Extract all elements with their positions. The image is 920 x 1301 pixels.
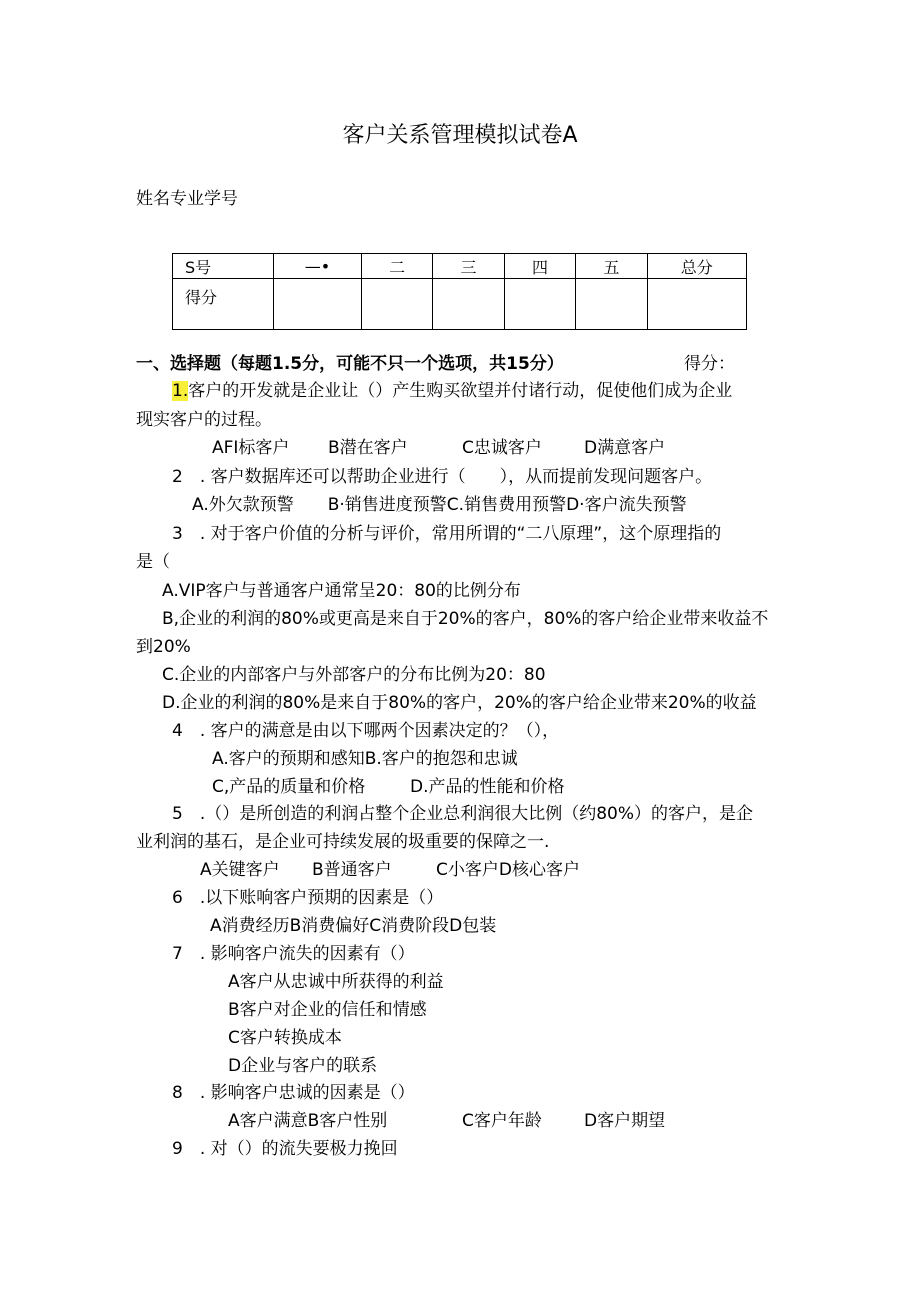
question-1-option-c: C忠诚客户 <box>462 438 542 458</box>
question-8-option-c: C客户年龄 <box>462 1111 542 1131</box>
question-1-number: 1. <box>172 381 189 401</box>
question-5-text-cont: 业利润的基石，是企业可持续发展的圾重要的保障之一. <box>136 832 550 852</box>
question-1 <box>172 380 732 402</box>
question-3-option-d: D.企业的利润的80%是来自于80%的客户，20%的客户给企业带来20%的收益 <box>162 693 757 713</box>
question-4-option-d: D.产品的性能和价格 <box>410 777 565 797</box>
question-2-options: A.外欠款预警 B·销售进度预警C.销售费用预警D·客户流失预警 <box>192 495 687 515</box>
score-table-header-cell: 总分 <box>647 254 746 279</box>
question-1-option-d: D满意客户 <box>584 438 666 458</box>
question-4-options-ab: A.客户的预期和感知B.客户的抱怨和忠诚 <box>212 749 518 769</box>
score-table-header-cell: 二 <box>361 254 432 279</box>
question-2: 2 . 客户数据库还可以帮助企业进行（ ），从而提前发现问题客户。 <box>172 467 713 487</box>
question-7-option-b: B客户对企业的信任和情感 <box>228 1000 427 1020</box>
question-4: 4 . 客户的满意是由以下哪两个因素决定的？（）， <box>172 721 560 741</box>
section-score-label: 得分： <box>684 354 735 374</box>
question-1-text-cont: 现实客户的过程。 <box>136 410 272 430</box>
question-1-option-b: B潜在客户 <box>328 438 408 458</box>
score-table-header-row <box>173 254 747 279</box>
question-4-option-c: C,产品的质量和价格 <box>212 777 366 797</box>
student-info-line: 姓名专业学号 <box>136 189 238 209</box>
question-8: 8 . 影响客户忠诚的因素是（） <box>172 1083 415 1103</box>
question-1-option-a: AFI标客户 <box>212 438 290 458</box>
score-table-header-cell: 四 <box>504 254 575 279</box>
score-cell[interactable] <box>647 279 746 330</box>
question-3-text-cont: 是（ <box>136 552 170 572</box>
question-1-text: 客户的开发就是企业让（）产生购买欲望并付诸行动，促使他们成为企业 <box>188 381 733 401</box>
score-cell[interactable] <box>433 279 504 330</box>
question-3: 3 . 对于客户价值的分析与评价，常用所谓的“二八原理”，这个原理指的 <box>172 524 722 544</box>
question-7-option-d: D企业与客户的联系 <box>228 1056 378 1076</box>
question-5-option-b: B普通客户 <box>312 860 392 880</box>
question-3-option-a: A.VIP客户与普通客户通常呈20：80的比例分布 <box>162 581 521 601</box>
question-8-option-d: D客户期望 <box>584 1111 666 1131</box>
score-table <box>172 253 747 330</box>
question-3-option-c: C.企业的内部客户与外部客户的分布比例为20：80 <box>162 665 546 685</box>
question-7-option-a: A客户从忠诚中所获得的利益 <box>228 972 444 992</box>
score-table-header-cell: S号 <box>173 254 274 279</box>
question-8-options-ab: A客户满意B客户性别 <box>228 1111 388 1131</box>
question-6: 6 .以下账响客户预期的因素是（） <box>172 888 444 908</box>
question-3-option-b: B,企业的利润的80%或更高是来自于20%的客户，80%的客户给企业带来收益不 <box>162 609 769 629</box>
question-7: 7 . 影响客户流失的因素有（） <box>172 944 415 964</box>
score-table-score-row <box>173 279 747 330</box>
score-table-header-cell: 五 <box>576 254 647 279</box>
question-5-options-cd: C小客户D核心客户 <box>436 860 580 880</box>
score-cell[interactable] <box>576 279 647 330</box>
question-7-option-c: C客户转换成本 <box>228 1028 342 1048</box>
question-5-option-a: A关键客户 <box>200 860 280 880</box>
page-title: 客户关系管理模拟试卷A <box>342 123 578 148</box>
score-row-label: 得分 <box>173 279 274 330</box>
score-cell[interactable] <box>274 279 362 330</box>
question-9: 9 . 对（）的流失要极力挽回 <box>172 1139 398 1159</box>
section-heading: 一、选择题（每题1.5分，可能不只一个选项，共15分） <box>136 354 564 374</box>
question-3-option-b-cont: 到20% <box>136 637 191 657</box>
score-cell[interactable] <box>361 279 432 330</box>
score-table-header-cell: —• <box>274 254 362 279</box>
question-6-options: A消费经历B消费偏好C消费阶段D包装 <box>210 916 497 936</box>
score-cell[interactable] <box>504 279 575 330</box>
question-5: 5 .（）是所创造的利润占整个企业总利润很大比例（约80%）的客户，是企 <box>172 804 754 824</box>
score-table-header-cell: 三 <box>433 254 504 279</box>
